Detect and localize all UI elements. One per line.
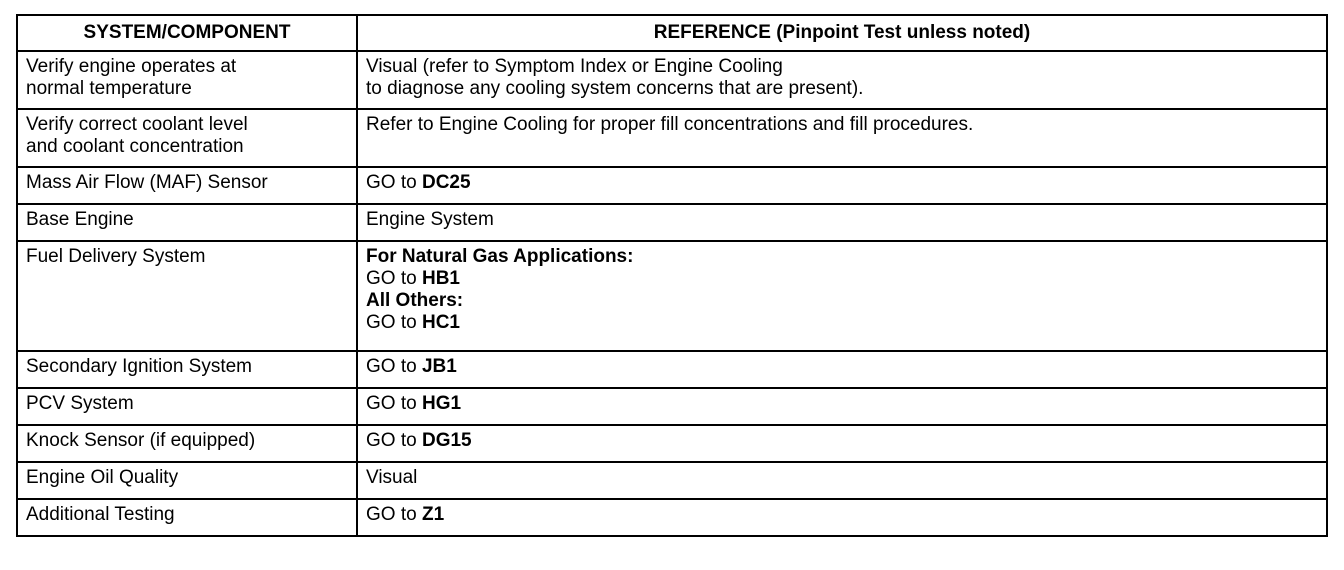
reference-cell <box>357 241 1327 351</box>
go-to-text: GO to <box>366 268 422 289</box>
natural-gas-heading: For Natural Gas Applications: <box>366 246 634 267</box>
reference-text: Visual (refer to Symptom Index or Engine Cooling <box>366 56 783 77</box>
go-to-text: GO to <box>366 172 422 193</box>
reference-cell: Visual <box>357 462 1327 499</box>
go-to-text: GO to <box>366 356 422 377</box>
table-body <box>17 51 1327 536</box>
test-code: HC1 <box>421 312 460 333</box>
table-row <box>17 388 1327 425</box>
table-row <box>17 351 1327 388</box>
system-cell: Engine Oil Quality <box>17 462 357 499</box>
system-cell: Secondary Ignition System <box>17 351 357 388</box>
table-row <box>17 462 1327 499</box>
all-others-heading: All Others: <box>366 290 464 311</box>
go-to-text: GO to <box>366 312 422 333</box>
test-code: DC25 <box>421 172 471 193</box>
reference-text: to diagnose any cooling system concerns that are present). <box>366 78 864 99</box>
system-cell: PCV System <box>17 388 357 425</box>
table-row <box>17 167 1327 204</box>
table-row <box>17 241 1327 351</box>
natural-gas-reference <box>366 268 1320 290</box>
reference-cell <box>357 109 1327 167</box>
system-text: Verify engine operates at <box>26 56 237 77</box>
go-to-text: GO to <box>366 430 422 451</box>
table-row <box>17 109 1327 167</box>
system-cell: Mass Air Flow (MAF) Sensor <box>17 167 357 204</box>
table-row <box>17 51 1327 109</box>
test-code: JB1 <box>421 356 457 377</box>
header-reference: REFERENCE (Pinpoint Test unless noted) <box>357 15 1327 51</box>
system-cell <box>17 109 357 167</box>
all-others-reference <box>366 312 1320 334</box>
system-text: and coolant concentration <box>26 136 244 157</box>
reference-text: Refer to Engine Cooling for proper fill concentrations and fill procedures. <box>366 114 974 135</box>
system-text: normal temperature <box>26 78 192 99</box>
go-to-text: GO to <box>366 504 422 525</box>
reference-cell <box>357 51 1327 109</box>
table-header <box>17 15 1327 51</box>
table-row <box>17 204 1327 241</box>
system-cell <box>17 51 357 109</box>
reference-cell <box>357 351 1327 388</box>
test-code: HG1 <box>421 393 462 414</box>
table-row <box>17 425 1327 462</box>
go-to-text: GO to <box>366 393 422 414</box>
table-row <box>17 499 1327 536</box>
system-cell: Fuel Delivery System <box>17 241 357 351</box>
system-text: Verify correct coolant level <box>26 114 248 135</box>
system-cell: Additional Testing <box>17 499 357 536</box>
reference-cell: Engine System <box>357 204 1327 241</box>
reference-cell <box>357 425 1327 462</box>
test-code: HB1 <box>421 268 460 289</box>
reference-table <box>16 14 1328 537</box>
test-code: Z1 <box>421 504 445 525</box>
header-system-component: SYSTEM/COMPONENT <box>17 15 357 51</box>
header-row <box>17 15 1327 51</box>
reference-cell <box>357 499 1327 536</box>
system-cell: Knock Sensor (if equipped) <box>17 425 357 462</box>
test-code: DG15 <box>421 430 472 451</box>
system-cell: Base Engine <box>17 204 357 241</box>
reference-cell <box>357 167 1327 204</box>
reference-cell <box>357 388 1327 425</box>
